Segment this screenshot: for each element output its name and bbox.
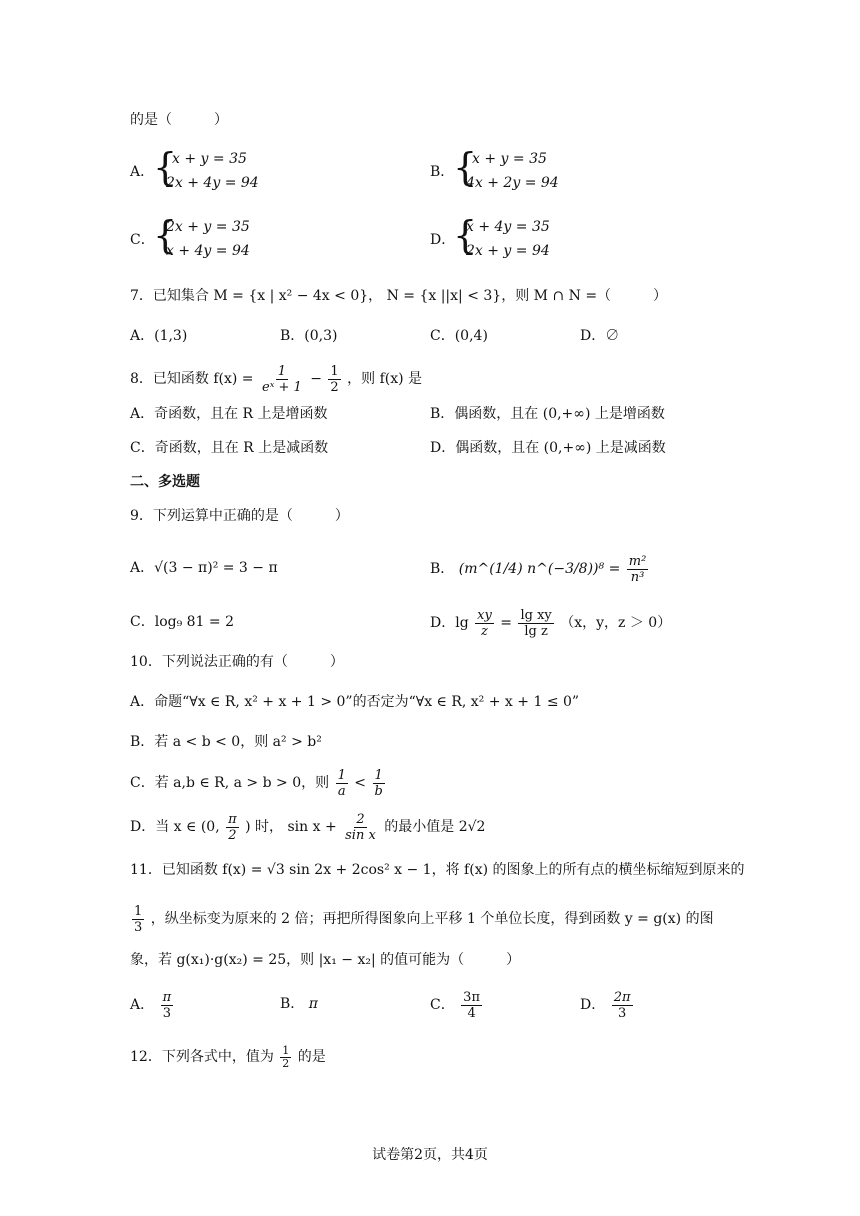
brace: {: [453, 213, 478, 257]
denominator: 3: [617, 1005, 627, 1021]
denominator: z: [481, 623, 488, 639]
option-label: A．: [130, 997, 155, 1013]
numerator: 1: [277, 363, 287, 379]
q6-tail: 的是（ ）: [130, 112, 228, 128]
numerator: 1: [282, 1043, 290, 1057]
numerator: 2π: [613, 989, 631, 1005]
q8-option-a[interactable]: A．奇函数，且在 R 上是增函数: [130, 406, 328, 422]
numerator: 1: [134, 903, 143, 919]
option-fraction: [161, 990, 174, 1021]
equation-2: 2x + y = 94: [466, 243, 550, 259]
brace: {: [453, 145, 478, 189]
numerator: lg xy: [520, 607, 552, 623]
q8-fraction-1: [260, 364, 304, 395]
d-text-end: 的最小值是 2√2: [384, 819, 486, 835]
denominator: 2: [330, 379, 339, 395]
q11-line-2-text: ，纵坐标变为原来的 2 倍；再把所得图象向上平移 1 个单位长度，得到函数 y = g(x) 的图: [150, 911, 714, 927]
q8-fraction-2: [328, 364, 340, 395]
q9-option-a[interactable]: A．√(3 − π)² = 3 − π: [130, 560, 278, 576]
q11-option-a[interactable]: [130, 988, 175, 1022]
page-footer: 试卷第2页，共4页: [372, 1147, 488, 1163]
option-label: C．: [430, 997, 455, 1013]
option-value: π: [308, 996, 318, 1012]
denominator: lg z: [524, 623, 548, 639]
denominator: 2: [282, 1056, 290, 1070]
c-text: C．若 a,b ∈ R, a > b > 0，则: [130, 775, 330, 791]
d-fraction-2: [343, 812, 378, 843]
q11-option-c[interactable]: [430, 988, 484, 1022]
denominator: 3: [162, 1005, 171, 1021]
q8-option-d[interactable]: D．偶函数，且在 (0,+∞) 上是减函数: [430, 440, 666, 456]
numerator: 3π: [463, 989, 480, 1005]
option-label: B．: [430, 164, 455, 180]
equation-1: x + y = 35: [172, 151, 247, 167]
c-fraction-2: [372, 768, 384, 799]
denominator: eˣ + 1: [262, 379, 302, 395]
q12-text-start: 12．下列各式中，值为: [130, 1049, 274, 1065]
denominator: n³: [630, 569, 645, 585]
option-label: A．: [130, 164, 155, 180]
option-label: B．: [280, 996, 305, 1012]
d-text-start: D．当 x ∈ (0,: [130, 819, 220, 835]
q10-option-c[interactable]: [130, 766, 387, 800]
d-text-mid: ) 时， sin x +: [245, 819, 337, 835]
d-fraction-1: [475, 608, 494, 639]
q7-option-c[interactable]: C．(0,4): [430, 328, 488, 344]
q7-option-a[interactable]: A．(1,3): [130, 328, 188, 344]
d-fraction-1: [226, 812, 239, 843]
q8-stem-end: ，则 f(x) 是: [347, 371, 423, 387]
q11-line-3: 象，若 g(x₁)·g(x₂) = 25，则 |x₁ − x₂| 的值可能为（ ）: [130, 952, 521, 968]
q11-fraction: [132, 904, 144, 935]
numerator: π: [228, 811, 237, 827]
q9-option-b[interactable]: [430, 552, 650, 586]
denominator: 4: [467, 1005, 476, 1021]
denominator: 3: [134, 919, 143, 935]
equation-2: x + 4y = 94: [166, 243, 250, 259]
q12-text-end: 的是: [297, 1049, 326, 1065]
denominator: sin x: [345, 827, 376, 843]
q8-option-b[interactable]: B．偶函数，且在 (0,+∞) 上是增函数: [430, 406, 665, 422]
b-expression: (m^(1/4) n^(−3/8))⁸ =: [458, 561, 621, 577]
q10-option-a[interactable]: A．命题“∀x ∈ R, x² + x + 1 > 0”的否定为“∀x ∈ R, x² + x + 1 ≤ 0”: [130, 694, 580, 710]
condition: （x，y，z ＞ 0）: [560, 615, 672, 631]
minus-sign: −: [310, 371, 322, 387]
q10-option-d[interactable]: [130, 810, 485, 844]
brace: {: [153, 213, 178, 257]
q11-option-d[interactable]: [580, 988, 635, 1022]
option-fraction: [461, 990, 482, 1021]
equation-2: 2x + 4y = 94: [166, 175, 259, 191]
numerator: 1: [330, 363, 339, 379]
q9-option-c[interactable]: C．log₉ 81 = 2: [130, 614, 234, 630]
equation-1: x + 4y = 35: [466, 219, 550, 235]
q8-option-c[interactable]: C．奇函数，且在 R 上是减函数: [130, 440, 329, 456]
numerator: 1: [374, 767, 383, 783]
less-than-sign: <: [354, 775, 367, 791]
numerator: 1: [337, 767, 346, 783]
q11-option-b[interactable]: [280, 994, 318, 1014]
c-fraction-1: [336, 768, 348, 799]
equation-1: 2x + y = 35: [166, 219, 250, 235]
equation-1: x + y = 35: [472, 151, 547, 167]
q7-option-d[interactable]: D．∅: [580, 328, 620, 344]
numerator: m²: [628, 553, 647, 569]
q8-stem: [130, 362, 422, 396]
q9-option-d[interactable]: [430, 606, 671, 640]
denominator: a: [337, 783, 346, 799]
q7-stem: 7．已知集合 M = {x | x² − 4x < 0}， N = {x ||x| < 3}，则 M ∩ N =（ ）: [130, 288, 668, 304]
q11-line-2: [130, 902, 714, 936]
section-heading: 二、多选题: [130, 474, 200, 490]
q8-stem-start: 8．已知函数 f(x) =: [130, 371, 254, 387]
d-fraction-2: [518, 608, 553, 639]
option-fraction: [612, 990, 633, 1021]
brace: {: [153, 145, 178, 189]
denominator: 2: [228, 827, 237, 843]
numerator: xy: [477, 607, 492, 623]
numerator: 2: [356, 811, 365, 827]
q12-stem: [130, 1040, 326, 1074]
option-label: C．: [130, 232, 155, 248]
denominator: b: [374, 783, 383, 799]
option-label: D．: [580, 997, 606, 1013]
q7-option-b[interactable]: B．(0,3): [280, 328, 338, 344]
option-label: D．lg: [430, 615, 469, 631]
q12-fraction: [280, 1045, 291, 1070]
b-fraction: [627, 554, 649, 585]
equals-sign: =: [500, 615, 512, 631]
equation-2: 4x + 2y = 94: [466, 175, 559, 191]
q9-stem: 9．下列运算中正确的是（ ）: [130, 508, 349, 524]
numerator: π: [162, 989, 172, 1005]
q10-option-b[interactable]: B．若 a < b < 0，则 a² > b²: [130, 734, 322, 750]
option-label: B．: [430, 561, 455, 577]
q11-line-1: 11．已知函数 f(x) = √3 sin 2x + 2cos² x − 1，将 f(x) 的图象上的所有点的横坐标缩短到原来的: [130, 862, 745, 878]
q10-stem: 10．下列说法正确的有（ ）: [130, 654, 344, 670]
option-label: D．: [430, 232, 456, 248]
